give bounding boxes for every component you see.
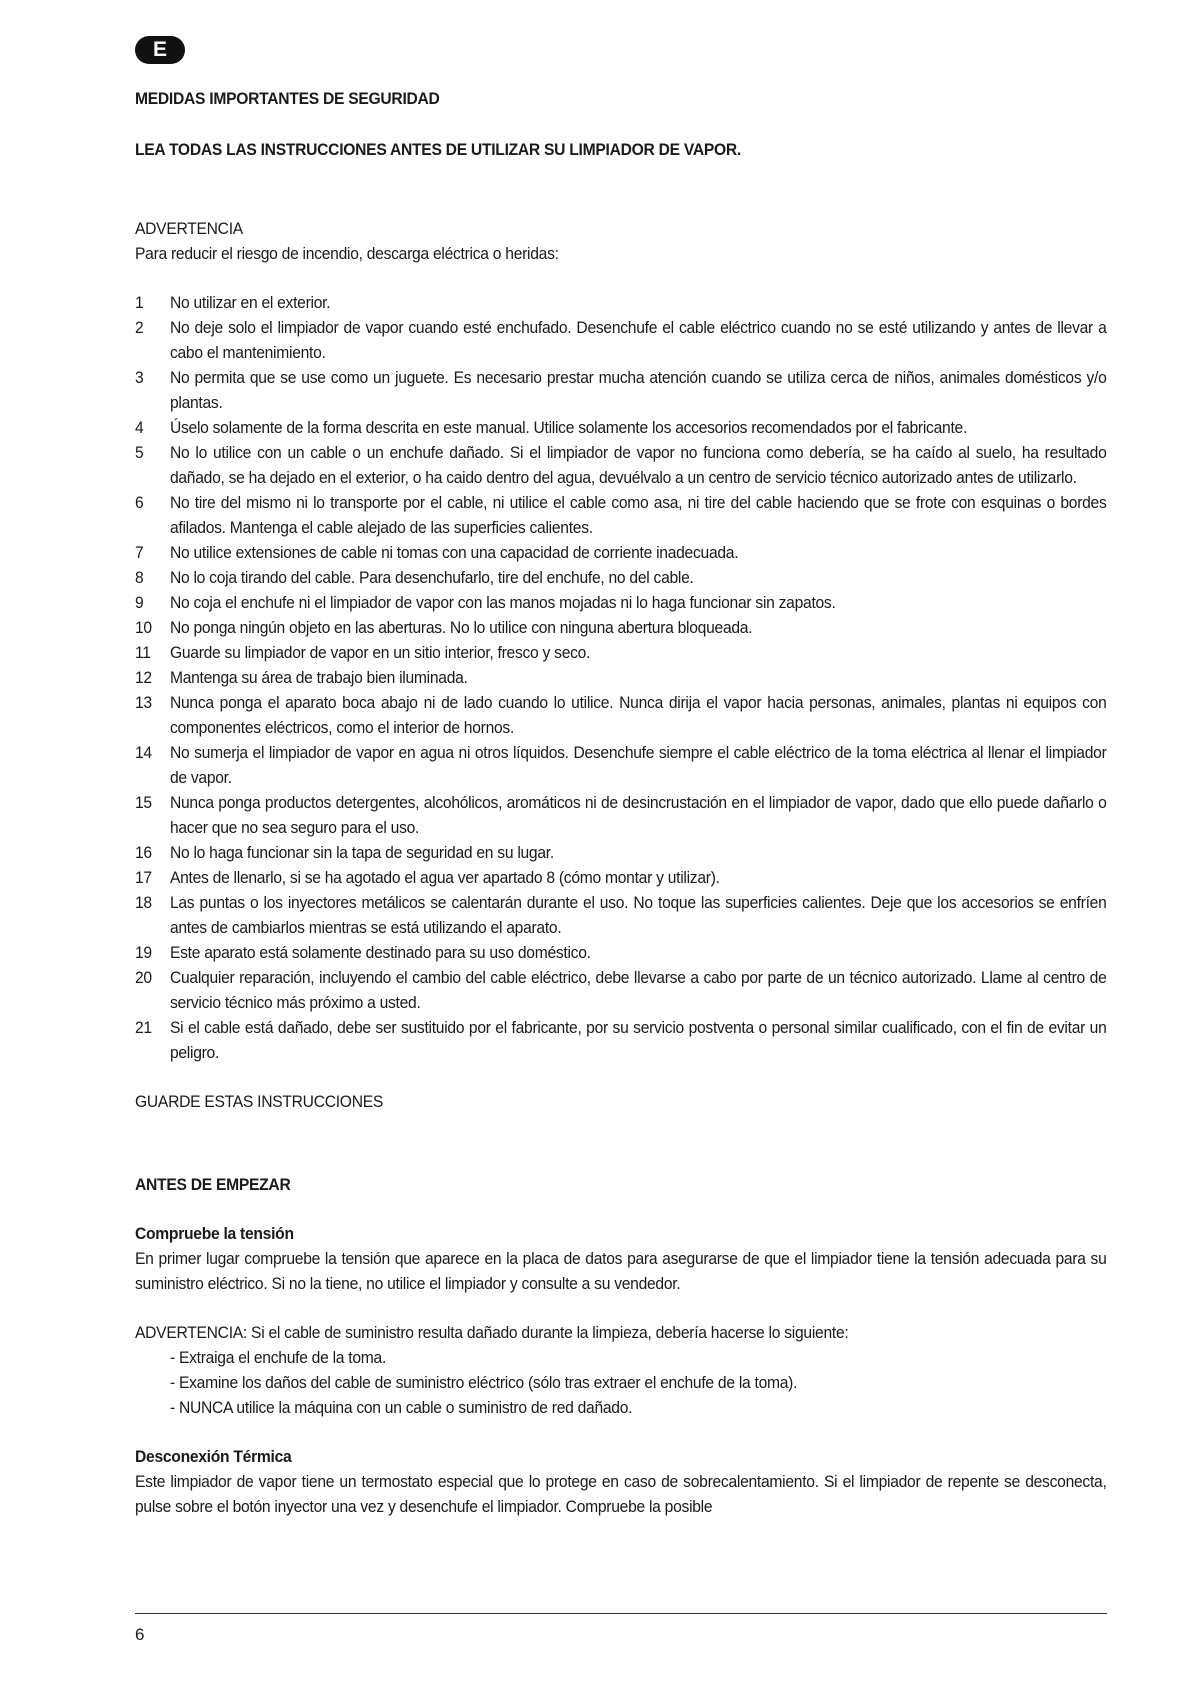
safety-rules-list xyxy=(135,290,1107,1065)
page-number: 6 xyxy=(135,1625,145,1644)
rule-item xyxy=(135,690,1107,740)
rule-text: No utilizar en el exterior. xyxy=(169,293,331,312)
rule-text: Las puntas o los inyectores metálicos se calentarán durante el uso. No toque las superficies calientes. Deje que los accesorios se enfríen antes de cambiarlos mientras se está utilizando el aparato. xyxy=(169,893,1107,937)
rule-text: Úselo solamente de la forma descrita en este manual. Utilice solamente los accesorios recomendados por el fabricante. xyxy=(169,418,968,437)
cable-step: - Extraiga el enchufe de la toma. xyxy=(169,1348,387,1367)
rule-item xyxy=(135,840,1107,865)
section-before-start: ANTES DE EMPEZAR xyxy=(135,1175,291,1194)
rule-number: 9 xyxy=(135,593,144,612)
thermal-cutout-title: Desconexión Térmica xyxy=(135,1447,292,1466)
rule-item xyxy=(135,965,1107,1015)
rule-number: 21 xyxy=(135,1018,152,1037)
rule-text: No ponga ningún objeto en las aberturas. No lo utilice con ninguna abertura bloqueada. xyxy=(169,618,753,637)
cable-steps-list xyxy=(135,1345,1107,1420)
rule-text: Este aparato está solamente destinado para su uso doméstico. xyxy=(169,943,591,962)
rule-text: No permita que se use como un juguete. Es necesario prestar mucha atención cuando se utiliza cerca de niños, animales domésticos y/o plantas. xyxy=(169,368,1107,412)
rule-item xyxy=(135,615,1107,640)
rule-number: 16 xyxy=(135,843,152,862)
thermal-cutout-text: Este limpiador de vapor tiene un termostato especial que lo protege en caso de sobrecalentamiento. Si el limpiador de repente se desconecta, pulse sobre el botón inyector una vez y desenchufe el limpiador. Compruebe la posible xyxy=(135,1472,1107,1516)
read-instructions-title: LEA TODAS LAS INSTRUCCIONES ANTES DE UTILIZAR SU LIMPIADOR DE VAPOR. xyxy=(135,140,742,159)
rule-text: No lo haga funcionar sin la tapa de seguridad en su lugar. xyxy=(169,843,554,862)
language-badge: E xyxy=(135,36,185,64)
cable-step: - Examine los daños del cable de suministro eléctrico (sólo tras extraer el enchufe de la toma). xyxy=(169,1373,798,1392)
rule-number: 19 xyxy=(135,943,152,962)
rule-text: Nunca ponga productos detergentes, alcohólicos, aromáticos ni de desincrustación en el limpiador de vapor, dado que ello puede dañarlo o hacer que no sea seguro para el uso. xyxy=(169,793,1107,837)
rule-item xyxy=(135,565,1107,590)
rule-item xyxy=(135,865,1107,890)
rule-item xyxy=(135,940,1107,965)
rule-item xyxy=(135,740,1107,790)
rule-text: No coja el enchufe ni el limpiador de vapor con las manos mojadas ni lo haga funcionar sin zapatos. xyxy=(169,593,836,612)
rule-item xyxy=(135,290,1107,315)
rule-number: 18 xyxy=(135,893,152,912)
rule-item xyxy=(135,415,1107,440)
rule-text: No sumerja el limpiador de vapor en agua ni otros líquidos. Desenchufe siempre el cable eléctrico de la toma eléctrica al llenar el limpiador de vapor. xyxy=(169,743,1107,787)
check-voltage-title: Compruebe la tensión xyxy=(135,1224,294,1243)
rule-number: 11 xyxy=(135,643,151,662)
rule-item xyxy=(135,640,1107,665)
rule-text: No tire del mismo ni lo transporte por el cable, ni utilice el cable como asa, ni tire del cable haciendo que se frote con esquinas o bordes afilados. Mantenga el cable alejado de las superficies calientes. xyxy=(169,493,1107,537)
rule-item xyxy=(135,490,1107,540)
rule-number: 2 xyxy=(135,318,144,337)
rule-number: 3 xyxy=(135,368,144,387)
rule-item xyxy=(135,440,1107,490)
rule-number: 14 xyxy=(135,743,152,762)
rule-number: 5 xyxy=(135,443,144,462)
rule-item xyxy=(135,315,1107,365)
rule-text: No lo utilice con un cable o un enchufe dañado. Si el limpiador de vapor no funciona como debería, se ha caído al suelo, ha resultado dañado, se ha dejado en el exterior, o ha caido dentro del agua, devuélvalo a un centro de servicio técnico autorizado antes de utilizarlo. xyxy=(169,443,1107,487)
cable-warning: ADVERTENCIA: Si el cable de suministro resulta dañado durante la limpieza, debería hacerse lo siguiente: xyxy=(135,1323,849,1342)
rule-number: 20 xyxy=(135,968,152,987)
rule-number: 13 xyxy=(135,693,152,712)
page-content xyxy=(135,86,1107,1519)
rule-number: 8 xyxy=(135,568,144,587)
rule-number: 15 xyxy=(135,793,152,812)
rule-text: Antes de llenarlo, si se ha agotado el agua ver apartado 8 (cómo montar y utilizar). xyxy=(169,868,720,887)
rule-text: Si el cable está dañado, debe ser sustituido por el fabricante, por su servicio postventa o personal similar cualificado, con el fin de evitar un peligro. xyxy=(169,1018,1107,1062)
keep-instructions: GUARDE ESTAS INSTRUCCIONES xyxy=(135,1092,384,1111)
cable-step: - NUNCA utilice la máquina con un cable o suministro de red dañado. xyxy=(169,1398,633,1417)
rule-text: Nunca ponga el aparato boca abajo ni de lado cuando lo utilice. Nunca dirija el vapor hacia personas, animales, plantas ni equipos con componentes eléctricos, como el interior de hornos. xyxy=(169,693,1107,737)
rule-text: No deje solo el limpiador de vapor cuando esté enchufado. Desenchufe el cable eléctrico cuando no se esté utilizando y antes de llevar a cabo el mantenimiento. xyxy=(169,318,1107,362)
footer-divider xyxy=(135,1613,1107,1614)
safety-title: MEDIDAS IMPORTANTES DE SEGURIDAD xyxy=(135,89,440,108)
warning-intro: Para reducir el riesgo de incendio, descarga eléctrica o heridas: xyxy=(135,244,559,263)
rule-item xyxy=(135,365,1107,415)
check-voltage-text: En primer lugar compruebe la tensión que aparece en la placa de datos para asegurarse de que el limpiador tiene la tensión adecuada para su suministro eléctrico. Si no la tiene, no utilice el limpiador y consulte a su vendedor. xyxy=(135,1249,1107,1293)
rule-item xyxy=(135,890,1107,940)
rule-number: 4 xyxy=(135,418,144,437)
rule-number: 10 xyxy=(135,618,152,637)
rule-number: 6 xyxy=(135,493,144,512)
rule-text: Cualquier reparación, incluyendo el cambio del cable eléctrico, debe llevarse a cabo por parte de un técnico autorizado. Llame al centro de servicio técnico más próximo a usted. xyxy=(169,968,1107,1012)
rule-text: Mantenga su área de trabajo bien iluminada. xyxy=(169,668,468,687)
rule-number: 7 xyxy=(135,543,144,562)
warning-label: ADVERTENCIA xyxy=(135,219,243,238)
rule-number: 1 xyxy=(135,293,144,312)
rule-item xyxy=(135,540,1107,565)
rule-item xyxy=(135,1015,1107,1065)
rule-item xyxy=(135,665,1107,690)
rule-number: 17 xyxy=(135,868,152,887)
rule-number: 12 xyxy=(135,668,152,687)
rule-item xyxy=(135,590,1107,615)
rule-text: No utilice extensiones de cable ni tomas con una capacidad de corriente inadecuada. xyxy=(169,543,739,562)
rule-item xyxy=(135,790,1107,840)
rule-text: No lo coja tirando del cable. Para desenchufarlo, tire del enchufe, no del cable. xyxy=(169,568,694,587)
rule-text: Guarde su limpiador de vapor en un sitio interior, fresco y seco. xyxy=(169,643,591,662)
